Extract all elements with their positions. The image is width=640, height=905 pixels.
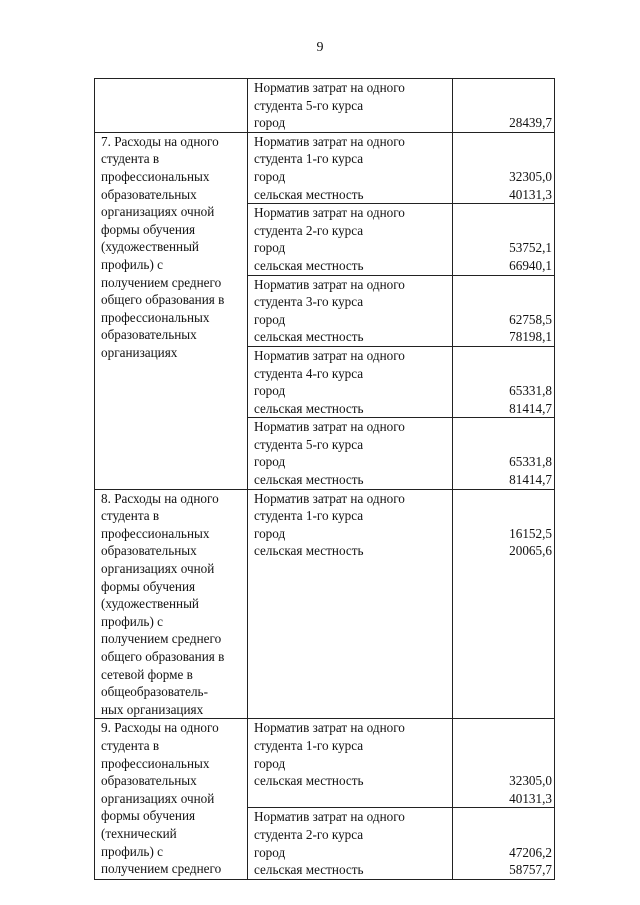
text-line: город	[254, 755, 286, 771]
text-line: город	[254, 115, 286, 131]
text-line: образовательных	[101, 773, 197, 789]
table-row	[95, 132, 555, 203]
section-9-description	[95, 719, 248, 879]
value-cell	[453, 719, 555, 808]
value-cell	[453, 346, 555, 417]
value-spacer	[455, 755, 552, 773]
value-spacer	[455, 276, 552, 294]
text-line: организациях очной	[101, 790, 215, 806]
value-cell	[453, 808, 555, 879]
text-line: профиль) с	[101, 613, 163, 629]
text-line: студента в	[101, 151, 160, 167]
norm-cell	[248, 204, 453, 275]
norm-value: 28439,7	[509, 115, 552, 131]
norm-cell	[248, 489, 453, 719]
text-line: (художественный	[101, 239, 199, 255]
text-line: формы обучения	[101, 221, 196, 237]
text-line: (технический	[101, 825, 177, 841]
text-line: город	[254, 240, 286, 256]
norm-value: 32305,0	[509, 773, 552, 789]
empty-description-cell	[95, 79, 248, 133]
value-spacer	[455, 507, 552, 525]
text-line: сельская местность	[254, 862, 364, 878]
text-line: студента 1-го курса	[254, 508, 364, 524]
value-cell	[453, 79, 555, 133]
text-line: город	[254, 454, 286, 470]
norm-cell	[248, 719, 453, 808]
norm-value: 62758,5	[509, 311, 552, 327]
norm-value: 32305,0	[509, 168, 552, 184]
text-line: ных организациях	[101, 701, 204, 717]
text-line: профессиональных	[101, 168, 210, 184]
text-line: Норматив затрат на одного	[254, 490, 405, 506]
text-line: сельская местность	[254, 329, 364, 345]
text-line: город	[254, 525, 286, 541]
text-line: образовательных	[101, 543, 197, 559]
text-line: общего образования в	[101, 649, 225, 664]
table-row	[95, 489, 555, 719]
text-line: получением среднего	[101, 861, 222, 877]
value-spacer	[455, 150, 552, 168]
value-spacer	[455, 133, 552, 151]
text-line: профессиональных	[101, 525, 210, 541]
norm-cell	[248, 808, 453, 879]
norm-value: 65331,8	[509, 383, 552, 399]
text-line: профиль) с	[101, 256, 163, 272]
norm-value: 65331,8	[509, 454, 552, 470]
norm-value: 78198,1	[509, 329, 552, 345]
value-spacer	[455, 808, 552, 826]
value-spacer	[455, 737, 552, 755]
value-cell	[453, 489, 555, 719]
text-line: профиль) с	[101, 843, 163, 859]
text-line: Норматив затрат на одного	[254, 276, 405, 292]
value-spacer	[455, 826, 552, 844]
value-spacer	[455, 365, 552, 383]
page-number: 9	[316, 40, 324, 55]
value-spacer	[455, 347, 552, 365]
norm-value: 16152,5	[509, 525, 552, 541]
text-line: профессиональных	[101, 755, 210, 771]
text-line: сельская местность	[254, 543, 364, 559]
text-line: организациях очной	[101, 561, 215, 577]
cost-norms-table	[94, 78, 555, 880]
text-line: сельская местность	[254, 773, 364, 789]
text-line: студента 1-го курса	[254, 151, 364, 167]
text-line: студента 2-го курса	[254, 222, 364, 238]
section-8-description	[95, 489, 248, 719]
text-line: организациях	[101, 344, 178, 360]
norm-value: 58757,7	[509, 862, 552, 878]
text-line: организациях очной	[101, 204, 215, 220]
norm-cell	[248, 79, 453, 133]
value-spacer	[455, 79, 552, 97]
text-line: студента 5-го курса	[254, 97, 364, 113]
value-spacer	[455, 418, 552, 436]
value-cell	[453, 132, 555, 203]
text-line: 9. Расходы на одного	[101, 720, 219, 736]
norm-value: 40131,3	[509, 186, 552, 202]
text-line: студента в	[101, 508, 160, 524]
value-spacer	[455, 436, 552, 454]
table-row	[95, 79, 555, 133]
text-line: 7. Расходы на одного	[101, 133, 219, 149]
text-line: общего образования в	[101, 292, 225, 308]
text-line: образовательных	[101, 327, 197, 343]
text-line: студента 3-го курса	[254, 294, 364, 310]
text-line: студента 4-го курса	[254, 365, 364, 381]
value-cell	[453, 418, 555, 489]
norm-value: 53752,1	[509, 240, 552, 256]
text-line: студента 5-го курса	[254, 436, 364, 452]
norm-value: 20065,6	[509, 543, 552, 559]
text-line: студента в	[101, 737, 160, 753]
value-spacer	[455, 293, 552, 311]
text-line: сельская местность	[254, 472, 364, 488]
norm-value: 47206,2	[509, 844, 552, 860]
norm-cell	[248, 275, 453, 346]
norm-value: 81414,7	[509, 472, 552, 488]
text-line: сетевой форме в	[101, 666, 193, 682]
text-line: общеобразователь-	[101, 684, 208, 700]
text-line: Норматив затрат на одного	[254, 205, 405, 221]
value-spacer	[455, 97, 552, 115]
text-line: получением среднего	[101, 631, 222, 647]
value-spacer	[455, 719, 552, 737]
text-line: формы обучения	[101, 808, 196, 824]
text-line: сельская местность	[254, 400, 364, 416]
section-7-description	[95, 132, 248, 489]
text-line: студента 1-го курса	[254, 737, 364, 753]
text-line: город	[254, 311, 286, 327]
norm-value: 40131,3	[509, 790, 552, 806]
norm-cell	[248, 132, 453, 203]
norm-cell	[248, 346, 453, 417]
text-line: Норматив затрат на одного	[254, 347, 405, 363]
text-line: Норматив затрат на одного	[254, 419, 405, 435]
text-line: образовательных	[101, 186, 197, 202]
value-spacer	[455, 204, 552, 222]
norm-cell	[248, 418, 453, 489]
norm-value: 81414,7	[509, 400, 552, 416]
text-line: получением среднего	[101, 274, 222, 290]
text-line: сельская местность	[254, 257, 364, 273]
table-row	[95, 719, 555, 808]
text-line: формы обучения	[101, 578, 196, 594]
norm-value: 66940,1	[509, 257, 552, 273]
value-spacer	[455, 222, 552, 240]
text-line: сельская местность	[254, 186, 364, 202]
text-line: Норматив затрат на одного	[254, 809, 405, 825]
text-line: Норматив затрат на одного	[254, 720, 405, 736]
text-line: город	[254, 168, 286, 184]
text-line: Норматив затрат на одного	[254, 80, 405, 95]
value-spacer	[455, 490, 552, 508]
text-line: профессиональных	[101, 309, 210, 325]
value-cell	[453, 204, 555, 275]
text-line: город	[254, 844, 286, 860]
text-line: студента 2-го курса	[254, 826, 364, 842]
text-line: город	[254, 383, 286, 399]
text-line: Норматив затрат на одного	[254, 133, 405, 149]
text-line: 8. Расходы на одного	[101, 490, 219, 506]
text-line: (художественный	[101, 596, 199, 612]
value-cell	[453, 275, 555, 346]
